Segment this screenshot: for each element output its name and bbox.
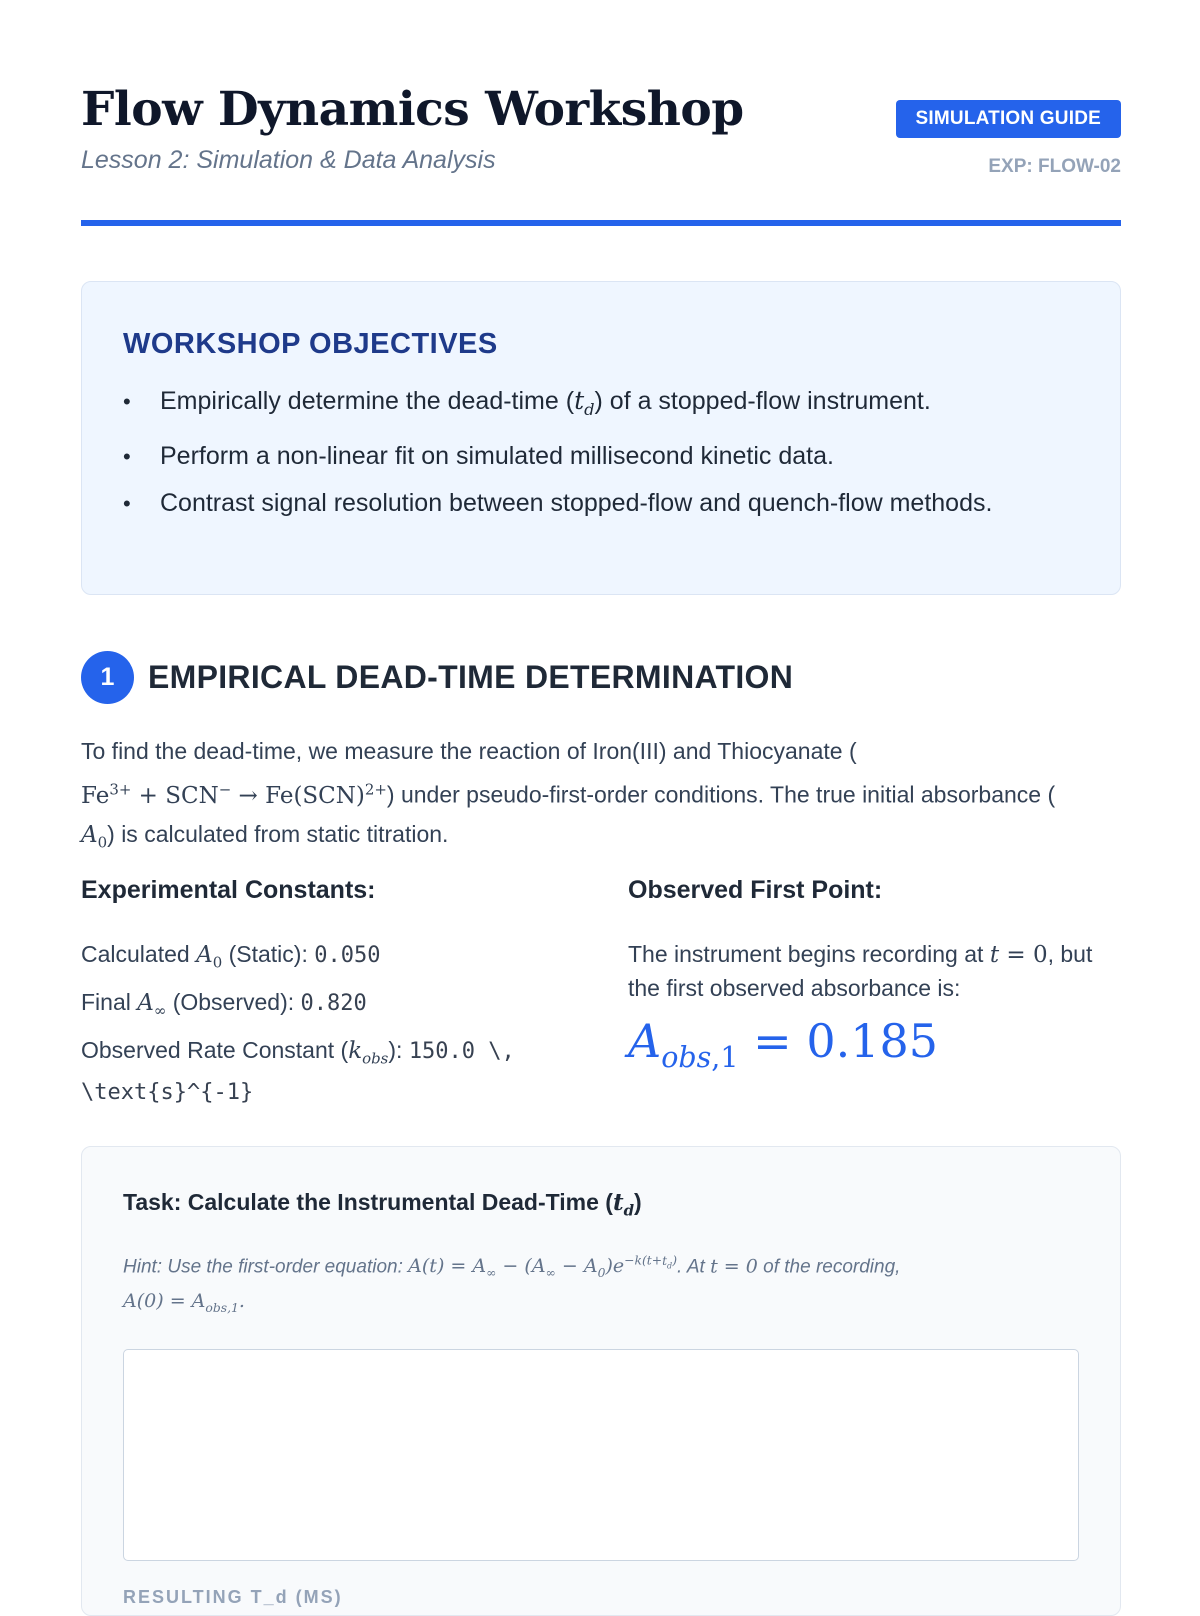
objective-item xyxy=(123,436,1080,477)
observed-absorbance-equation: $A_{obs,1} = 0.185$ xyxy=(628,1014,939,1075)
kobs-value: 150.0 \, \text{s}^{-1} xyxy=(81,1039,515,1105)
objective-text: ) of a stopped-flow instrument. xyxy=(594,387,931,415)
observed-first-point xyxy=(628,876,1121,1075)
page-subtitle: Lesson 2: Simulation & Data Analysis xyxy=(81,146,496,174)
bullet-icon: • xyxy=(123,491,131,516)
experiment-code: EXP: FLOW-02 xyxy=(988,156,1121,177)
section-1-header xyxy=(81,650,793,704)
objective-text: Perform a non-linear fit on simulated millisecond kinetic data. xyxy=(160,442,834,470)
task-box xyxy=(81,1146,1121,1616)
objective-item xyxy=(123,483,1080,524)
section-title: EMPIRICAL DEAD-TIME DETERMINATION xyxy=(148,658,794,695)
objectives-heading: WORKSHOP OBJECTIVES xyxy=(123,328,498,360)
constants-heading: Experimental Constants: xyxy=(81,876,376,904)
a0-value: 0.050 xyxy=(314,943,381,968)
objectives-box xyxy=(81,281,1121,595)
objectives-list xyxy=(123,381,1080,524)
objective-item xyxy=(123,381,1080,430)
initial-condition: $A(0) = A_{obs,1}$. xyxy=(123,1290,245,1315)
task-title: Task: Calculate the Instrumental Dead-Time $(t_d)$ xyxy=(123,1189,642,1220)
bullet-icon: • xyxy=(123,444,131,469)
worksheet-page xyxy=(81,0,1121,1607)
a0-symbol: $A_0$ xyxy=(81,821,108,852)
constant-kobs: Observed Rate Constant $(k_{obs})$: 150.0 \, \text{s}^{-1} xyxy=(81,1037,515,1105)
first-order-equation: $A(t) = A_\infty - (A_\infty - A_0)e^{-k(t+t_d)}$ xyxy=(408,1254,678,1281)
experimental-constants xyxy=(81,876,551,1105)
constant-a0: Calculated $A_0$ (Static): 0.050 xyxy=(81,941,381,972)
bullet-icon: • xyxy=(123,389,131,414)
constant-ainf: Final $A_\infty$ (Observed): 0.820 xyxy=(81,989,367,1020)
result-label: RESULTING T_d (MS) xyxy=(123,1587,343,1607)
objective-text: Contrast signal resolution between stopped-flow and quench-flow methods. xyxy=(160,489,993,517)
simulation-guide-badge: SIMULATION GUIDE xyxy=(896,100,1121,138)
ainf-value: 0.820 xyxy=(300,991,367,1016)
section-number-badge: 1 xyxy=(81,651,134,704)
dead-time-symbol: $t_d$ xyxy=(574,386,595,419)
page-header xyxy=(81,0,1121,228)
objective-text: Empirically determine the dead-time ( xyxy=(160,387,575,415)
section-intro: To find the dead-time, we measure the reaction of Iron(III) and Thiocyanate ( $Fe^{3+} + SCN^- \to Fe(SCN)^{2+}$) under pseudo-first-order conditions. The true initial absorbance ( $A_0$) is calculated from static titration. xyxy=(81,738,1056,852)
observed-description: The instrument begins recording at t = 0, but the first observed absorbance is: xyxy=(628,941,1093,1001)
page-title: Flow Dynamics Workshop xyxy=(81,82,744,137)
observed-heading: Observed First Point: xyxy=(628,876,883,904)
header-divider xyxy=(81,220,1121,226)
answer-input[interactable] xyxy=(123,1349,1079,1561)
reaction-equation: $Fe^{3+} + SCN^- \to Fe(SCN)^{2+}$ xyxy=(81,780,387,809)
task-hint: Hint: Use the first-order equation: $A(t) = A_\infty - (A_\infty - A_0)e^{-k(t+t_d)}$. At t = 0 of the recording, $A(0) = A_{obs,1}$. xyxy=(123,1254,901,1315)
observed-absorbance-value: 0.185 xyxy=(806,1014,939,1068)
